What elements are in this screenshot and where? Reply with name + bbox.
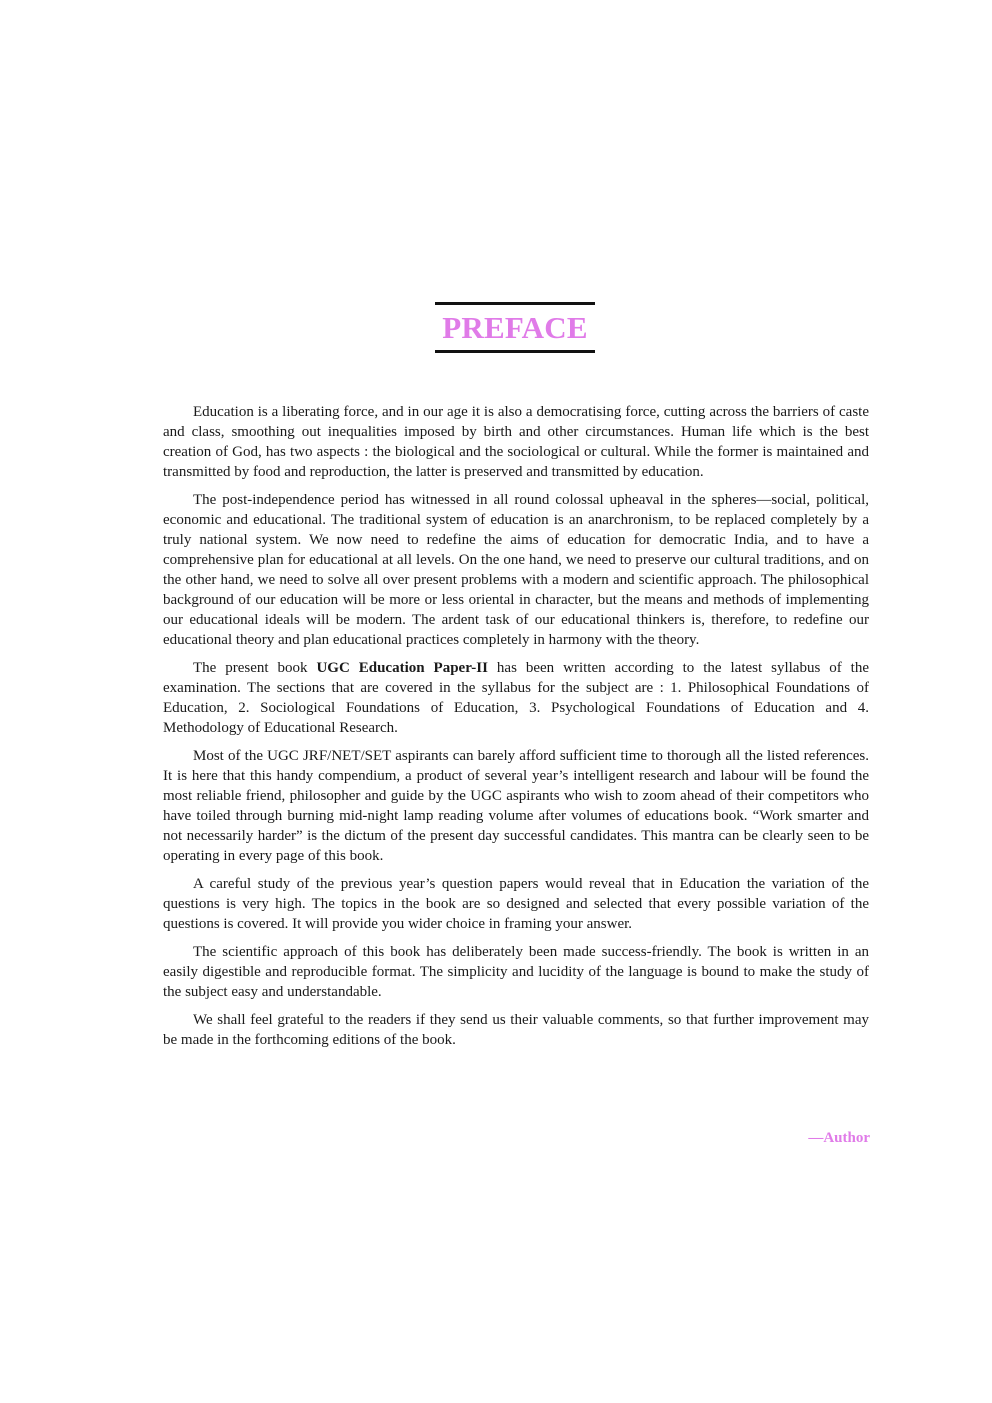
paragraph-5: A careful study of the previous year’s question papers would reveal that in Education the variation of the questions is very high. The topics in the book are so designed and selected that every possible variation of the questions is covered. It will provide you wider choice in framing your answer. (163, 876, 869, 932)
paragraph-3 (163, 658, 869, 738)
title-block (435, 302, 595, 353)
paragraph-2: The post-independence period has witnessed in all round colossal upheaval in the spheres—social, political, economic and educational. The traditional system of education is an anarchronism, to be replaced completely by a truly national system. We now need to redefine the aims of education for democratic India, and to have a comprehensive plan for educational at all levels. On the one hand, we need to preserve our cultural traditions, and on the other hand, we need to solve all over present problems with a modern and scientific approach. The philosophical background of our education will be more or less oriental in character, but the means and methods of implementing our educational ideals will be modern. The ardent task of our educational thinkers is, therefore, to redefine our educational theory and plan educational practices completely in harmony with the theory. (163, 492, 869, 648)
preface-body (163, 402, 869, 1058)
author-signature: —Author (808, 1130, 870, 1146)
paragraph-3-rest: has been written according to the latest syllabus of the examination. The sections that are covered in the syllabus for the subject are : 1. Philosophical Foundations of Education, 2. Sociological Foundations of Education, 3. Psychological Foundations of Education and 4. Methodology of Educational Research. (163, 660, 869, 736)
paragraph-7: We shall feel grateful to the readers if they send us their valuable comments, so that further improvement may be made in the forthcoming editions of the book. (163, 1012, 869, 1048)
paragraph-3-lead: The present book (193, 660, 317, 676)
page-title: PREFACE (442, 310, 588, 345)
paragraph-6: The scientific approach of this book has deliberately been made success-friendly. The book is written in an easily digestible and reproducible format. The simplicity and lucidity of the language is bound to make the study of the subject easy and understandable. (163, 944, 869, 1000)
paragraph-4: Most of the UGC JRF/NET/SET aspirants can barely afford sufficient time to thorough all the listed references. It is here that this handy compendium, a product of several year’s intelligent research and labour will be found the most reliable friend, philosopher and guide by the UGC aspirants who wish to zoom ahead of their competitors who have toiled through burning mid-night lamp reading volume after volumes of educations book. “Work smarter and not necessarily harder” is the dictum of the present day successful candidates. This mantra can be clearly seen to be operating in every page of this book. (163, 748, 869, 864)
paragraph-1: Education is a liberating force, and in our age it is also a democratising force, cutting across the barriers of caste and class, smoothing out inequalities imposed by birth and other circumstances. Human life which is the best creation of God, has two aspects : the biological and the sociological or cultural. While the former is maintained and transmitted by food and reproduction, the latter is preserved and transmitted by education. (163, 404, 869, 480)
book-title: UGC Education Paper-II (316, 660, 488, 676)
